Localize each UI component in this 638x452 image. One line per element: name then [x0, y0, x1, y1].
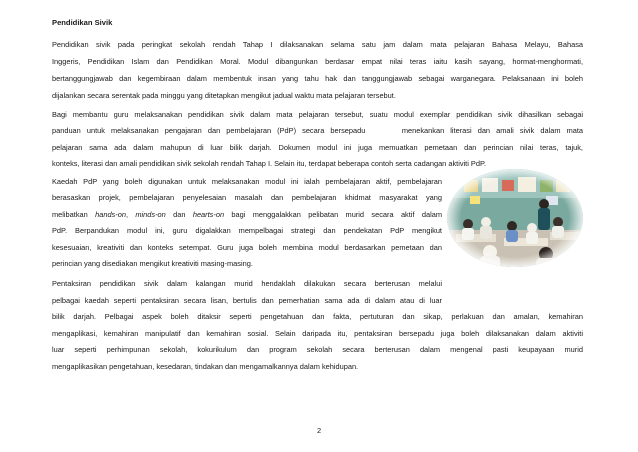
paragraph-line: melibatkan hands-on, minds-on dan hearts-on bagi menggalakkan pelibatan murid secara aktif dalam — [52, 210, 442, 219]
paragraph-line: Inggeris, Pendidikan Islam dan Pendidikan Moral. Modul dibangunkan berdasar empat nilai teras iaitu kasih sayang, hormat-menghormati, — [52, 57, 583, 66]
paragraph-line: perincian yang disediakan mengikut kreativiti masing-masing. — [52, 259, 253, 268]
paragraph-line: mengaplikasi, kemahiran manipulatif dan kemahiran sosial. Selain daripada itu, pentaksiran bersepadu juga boleh dilaksanakan dalam aktiviti — [52, 329, 583, 338]
paragraph-line: Pendidikan sivik pada peringkat sekolah rendah Tahap I dilaksanakan selama satu jam dalam mata pelajaran Bahasa Melayu, Bahasa — [52, 40, 583, 49]
paragraph-line: pelbagai kaedah seperti pentaksiran secara lisan, bertulis dan pemerhatian sama ada di dalam atau di luar — [52, 296, 442, 305]
paragraph-line: pelajaran sama ada dalam mahupun di luar bilik darjah. Dokumen modul ini juga memuatkan pemetaan dan perincian nilai teras, tajuk, — [52, 143, 583, 152]
paragraph-line: berasaskan projek, pembelajaran penyelesaian masalah dan pembelajaran khidmat masyarakat yang — [52, 193, 442, 202]
paragraph-line: luar seperti perhimpunan sekolah, kokurikulum dan program sekolah secara berterusan dalam mengenal pasti keupayaan murid — [52, 345, 583, 354]
paragraph-line: mengaplikasikan pengetahuan, kesedaran, tindakan dan mengamalkannya dalam kehidupan. — [52, 362, 359, 371]
paragraph-line: PdP. Berpandukan modul ini, guru digalakkan mempelbagai strategi dan pendekatan PdP mengikut — [52, 226, 442, 235]
paragraph-line: Pentaksiran pendidikan sivik dalam kalangan murid hendaklah dilakukan secara berterusan melalui — [52, 279, 442, 288]
paragraph-line: Kaedah PdP yang boleh digunakan untuk melaksanakan modul ini ialah pembelajaran aktif, pembelajaran — [52, 177, 442, 186]
paragraph-line: Bagi membantu guru melaksanakan pendidikan sivik dalam mata pelajaran tersebut, suatu modul exemplar pendidikan sivik dihasilkan sebagai — [52, 110, 583, 119]
paragraph-line: kesesuaian, kreativiti dan konteks setempat. Guru juga boleh membina modul berdasarkan pemetaan dan — [52, 243, 442, 252]
section-heading: Pendidikan Sivik — [52, 18, 113, 27]
paragraph-line: panduan untuk melaksanakan pengajaran dan pembelajaran (PdP) secara bersepadu menekankan literasi dan amali sivik dalam mata — [52, 126, 583, 135]
paragraph-line: dijalankan secara serentak pada minggu yang ditetapkan mengikut jadual waktu mata pelajaran tersebut. — [52, 91, 396, 100]
paragraph-line: konteks, literasi dan amali pendidikan sivik sekolah rendah Tahap I. Selain itu, terdapat beberapa contoh serta cadangan aktiviti PdP. — [52, 159, 486, 168]
paragraph-line: bilik darjah. Pelbagai aspek boleh ditaksir seperti pengetahuan dan fakta, pertuturan dan sikap, perlakuan dan amalan, kemahiran — [52, 312, 583, 321]
classroom-photo — [446, 168, 584, 268]
page-number: 2 — [316, 426, 322, 435]
paragraph-line: bertanggungjawab dan kegembiraan dalam membentuk insan yang tahu hak dan tanggungjawab sebagai warganegara. Pelaksanaan ini boleh — [52, 74, 583, 83]
